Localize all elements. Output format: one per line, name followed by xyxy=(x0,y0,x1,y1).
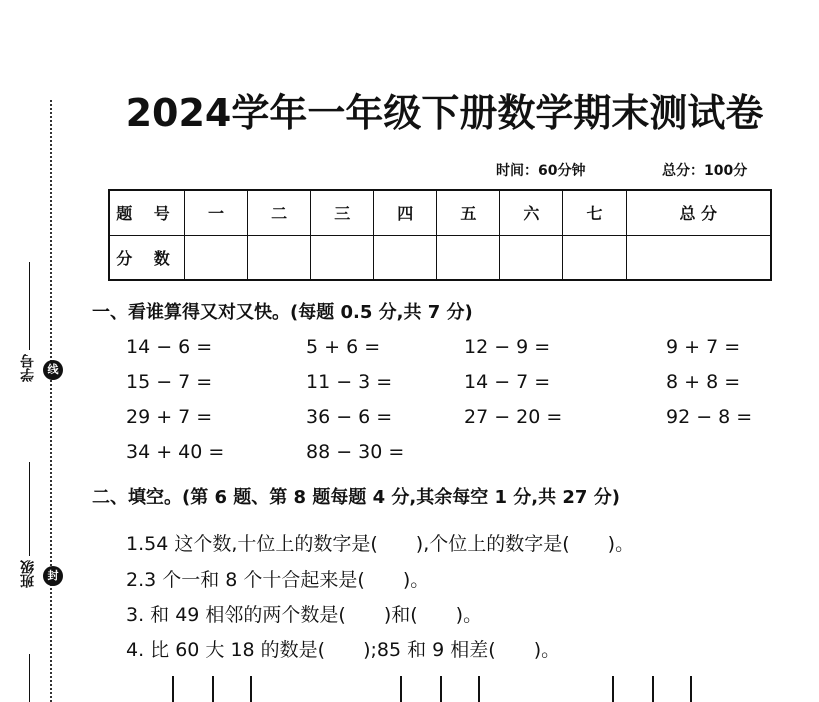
bottom-stroke xyxy=(440,676,442,702)
table-header-cell: 二 xyxy=(248,190,311,235)
bottom-stroke xyxy=(612,676,614,702)
bottom-stroke xyxy=(690,676,692,702)
equation: 9 + 7 = xyxy=(666,336,741,358)
equation: 29 + 7 = xyxy=(126,406,213,428)
time-label: 时间：60分钟 xyxy=(496,163,586,179)
fill-question-3: 3. 和 49 相邻的两个数是( )和( )。 xyxy=(126,604,483,626)
student-no-fill-line xyxy=(29,262,30,350)
table-header-cell: 题 号 xyxy=(109,190,185,235)
fill-question-2: 2.3 个一和 8 个十合起来是( )。 xyxy=(126,569,430,591)
bottom-stroke xyxy=(172,676,174,702)
margin-mark-1: 线 xyxy=(43,360,63,380)
fill-question-4: 4. 比 60 大 18 的数是( );85 和 9 相差( )。 xyxy=(126,639,561,661)
table-header-cell: 总 分 xyxy=(626,190,771,235)
table-row xyxy=(109,235,771,280)
equation: 11 − 3 = xyxy=(306,371,393,393)
equation: 92 − 8 = xyxy=(666,406,753,428)
bottom-stroke xyxy=(478,676,480,702)
equation: 27 − 20 = xyxy=(464,406,563,428)
equation: 14 − 7 = xyxy=(464,371,551,393)
fill-question-1: 1.54 这个数,十位上的数字是( ),个位上的数字是( )。 xyxy=(126,533,635,555)
table-header-cell: 一 xyxy=(185,190,248,235)
bottom-stroke xyxy=(652,676,654,702)
table-header-cell: 五 xyxy=(437,190,500,235)
margin-mark-2: 封 xyxy=(43,566,63,586)
equation: 12 − 9 = xyxy=(464,336,551,358)
class-label: 班级 xyxy=(20,560,36,588)
equation: 5 + 6 = xyxy=(306,336,381,358)
equation: 15 − 7 = xyxy=(126,371,213,393)
class-fill-line xyxy=(29,462,30,556)
bottom-stroke xyxy=(400,676,402,702)
score-cell[interactable] xyxy=(185,235,248,280)
total-score-label: 总分：100分 xyxy=(662,163,748,179)
section-2-heading: 二、填空。(第 6 题、第 8 题每题 4 分,其余每空 1 分,共 27 分) xyxy=(92,487,620,508)
bottom-stroke xyxy=(250,676,252,702)
table-header-cell: 六 xyxy=(500,190,563,235)
score-cell[interactable] xyxy=(437,235,500,280)
page-title: 2024学年一年级下册数学期末测试卷 xyxy=(125,91,764,135)
margin-fill-line-3 xyxy=(29,654,30,702)
equation: 36 − 6 = xyxy=(306,406,393,428)
table-header-cell: 七 xyxy=(563,190,626,235)
student-no-label: 学号 xyxy=(20,354,36,382)
table-row-label: 分 数 xyxy=(109,235,185,280)
table-row xyxy=(109,190,771,235)
score-cell[interactable] xyxy=(311,235,374,280)
equation: 14 − 6 = xyxy=(126,336,213,358)
score-cell[interactable] xyxy=(500,235,563,280)
bottom-stroke xyxy=(212,676,214,702)
equation: 88 − 30 = xyxy=(306,441,405,463)
score-cell[interactable] xyxy=(374,235,437,280)
equation: 8 + 8 = xyxy=(666,371,741,393)
score-cell[interactable] xyxy=(626,235,771,280)
section-1-heading: 一、看谁算得又对又快。(每题 0.5 分,共 7 分) xyxy=(92,302,473,323)
score-cell[interactable] xyxy=(248,235,311,280)
score-table xyxy=(108,189,772,281)
table-header-cell: 三 xyxy=(311,190,374,235)
binding-dotted-line xyxy=(50,100,52,702)
equation: 34 + 40 = xyxy=(126,441,225,463)
score-cell[interactable] xyxy=(563,235,626,280)
table-header-cell: 四 xyxy=(374,190,437,235)
